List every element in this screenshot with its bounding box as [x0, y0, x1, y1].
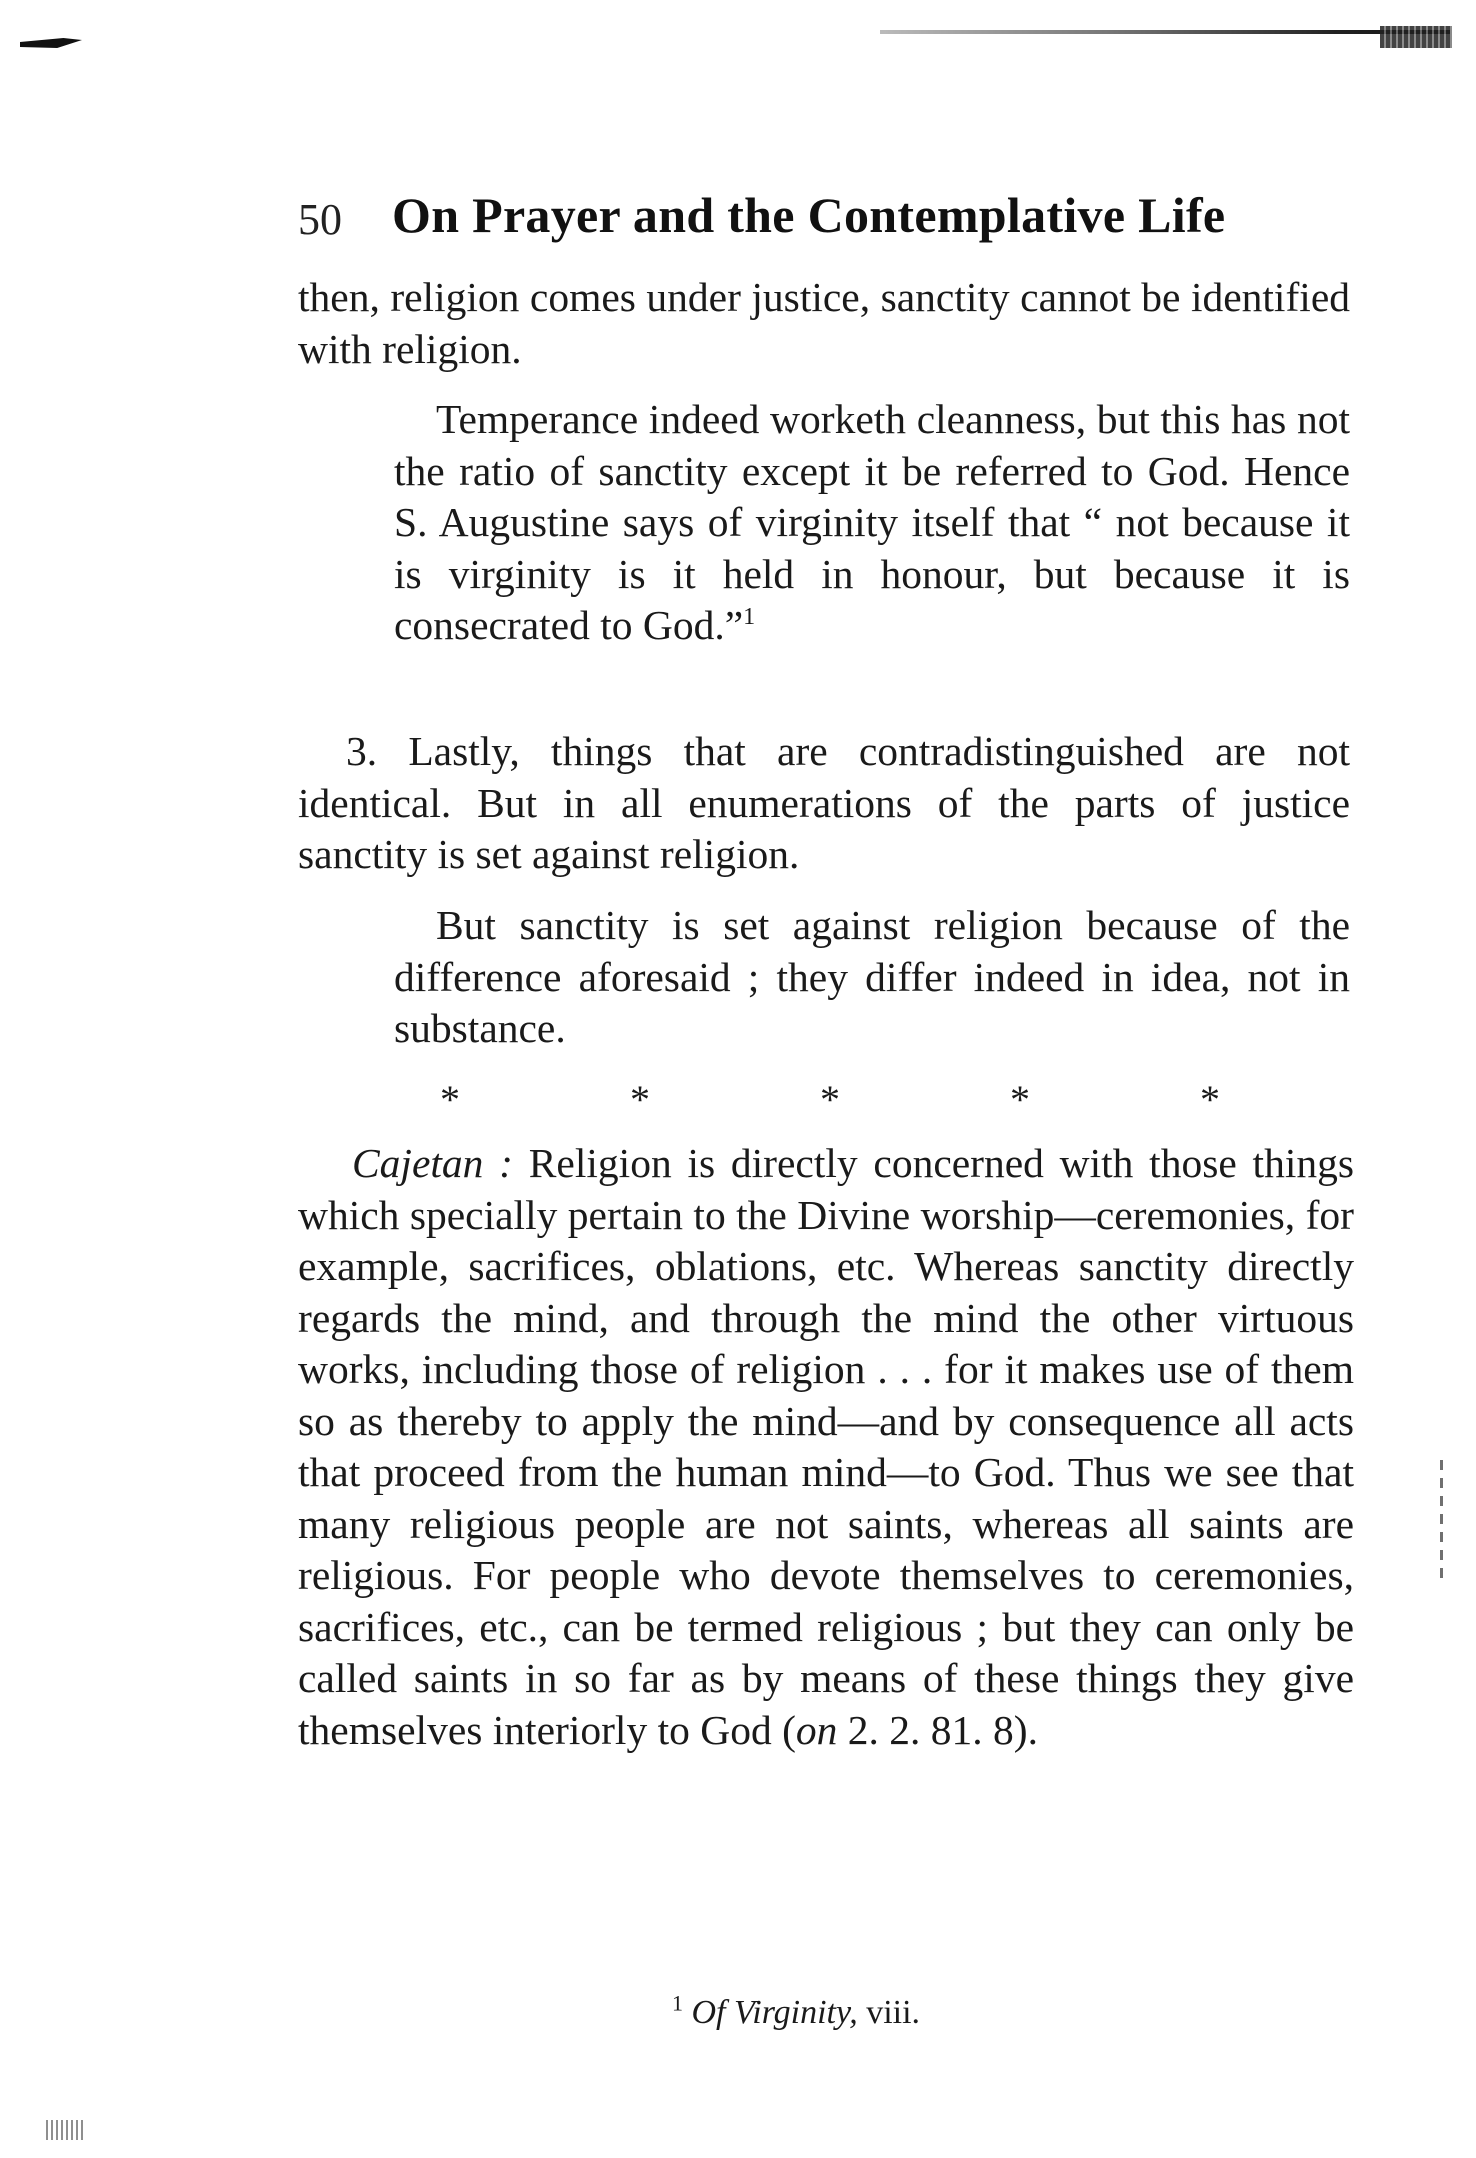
footnote-locator: viii.: [857, 1994, 921, 2031]
scan-edge-line: [880, 30, 1450, 34]
scan-mark: [1380, 26, 1452, 48]
indented-quotation: [394, 394, 1350, 652]
asterisk: *: [1200, 1077, 1220, 1122]
section-divider: [440, 1076, 1220, 1122]
running-title: On Prayer and the Contemplative Life: [392, 187, 1226, 243]
scan-mark: [1440, 1460, 1443, 1580]
footnote-marker: 1: [672, 1990, 683, 2016]
page-number: 50: [298, 195, 342, 244]
page-header: [298, 186, 1358, 256]
footnote: [672, 1990, 921, 2032]
asterisk: *: [1010, 1077, 1030, 1122]
indented-quotation: But sanctity is set against religion because of the difference aforesaid ; they differ indeed in idea, not in substance.: [394, 902, 1350, 1051]
paragraph: 3. Lastly, things that are contradistinguished are not identical. But in all enumerations of the parts of justice sanctity is set against religion.: [298, 728, 1350, 877]
paragraph: then, religion comes under justice, sanctity cannot be identified with religion.: [298, 274, 1350, 372]
paragraph-text: Temperance indeed worketh cleanness, but this has not the ratio of sanctity except it be referred to God. Hence S. Augustine says of virginity itself that “ not because it is virginity is it held in honour, but because it is consecrated to God.”: [394, 396, 1350, 648]
reference-label: on: [795, 1706, 838, 1753]
scan-mark: [46, 2120, 84, 2140]
asterisk: *: [820, 1077, 840, 1122]
scan-mark: [20, 38, 82, 48]
asterisk: *: [440, 1077, 460, 1122]
paragraph-text: Religion is directly concerned with those things which specially pertain to the Divine worship—ceremonies, for example, sacrifices, oblations, etc. Whereas sanctity directly regards the mind, and through the mind the other virtuous works, including those of religion . . . for it makes use of them so as thereby to apply the mind—and by consequence all acts that proceed from the human mind—to God. Thus we see that many religious people are not saints, whereas all saints are religious. For people who devote themselves to ceremonies, sacrifices, etc., can be termed religious ; but they can only be called saints in so far as by means of these things they give themselves interiorly to God (: [298, 1140, 1354, 1753]
asterisk: *: [630, 1077, 650, 1122]
paragraph: [298, 1138, 1354, 1756]
footnote-title: Of Virginity,: [691, 1994, 858, 2031]
footnote-reference: 1: [743, 604, 756, 631]
reference-numbers: 2. 2. 81. 8).: [837, 1706, 1038, 1753]
speaker-label: Cajetan :: [352, 1140, 513, 1186]
